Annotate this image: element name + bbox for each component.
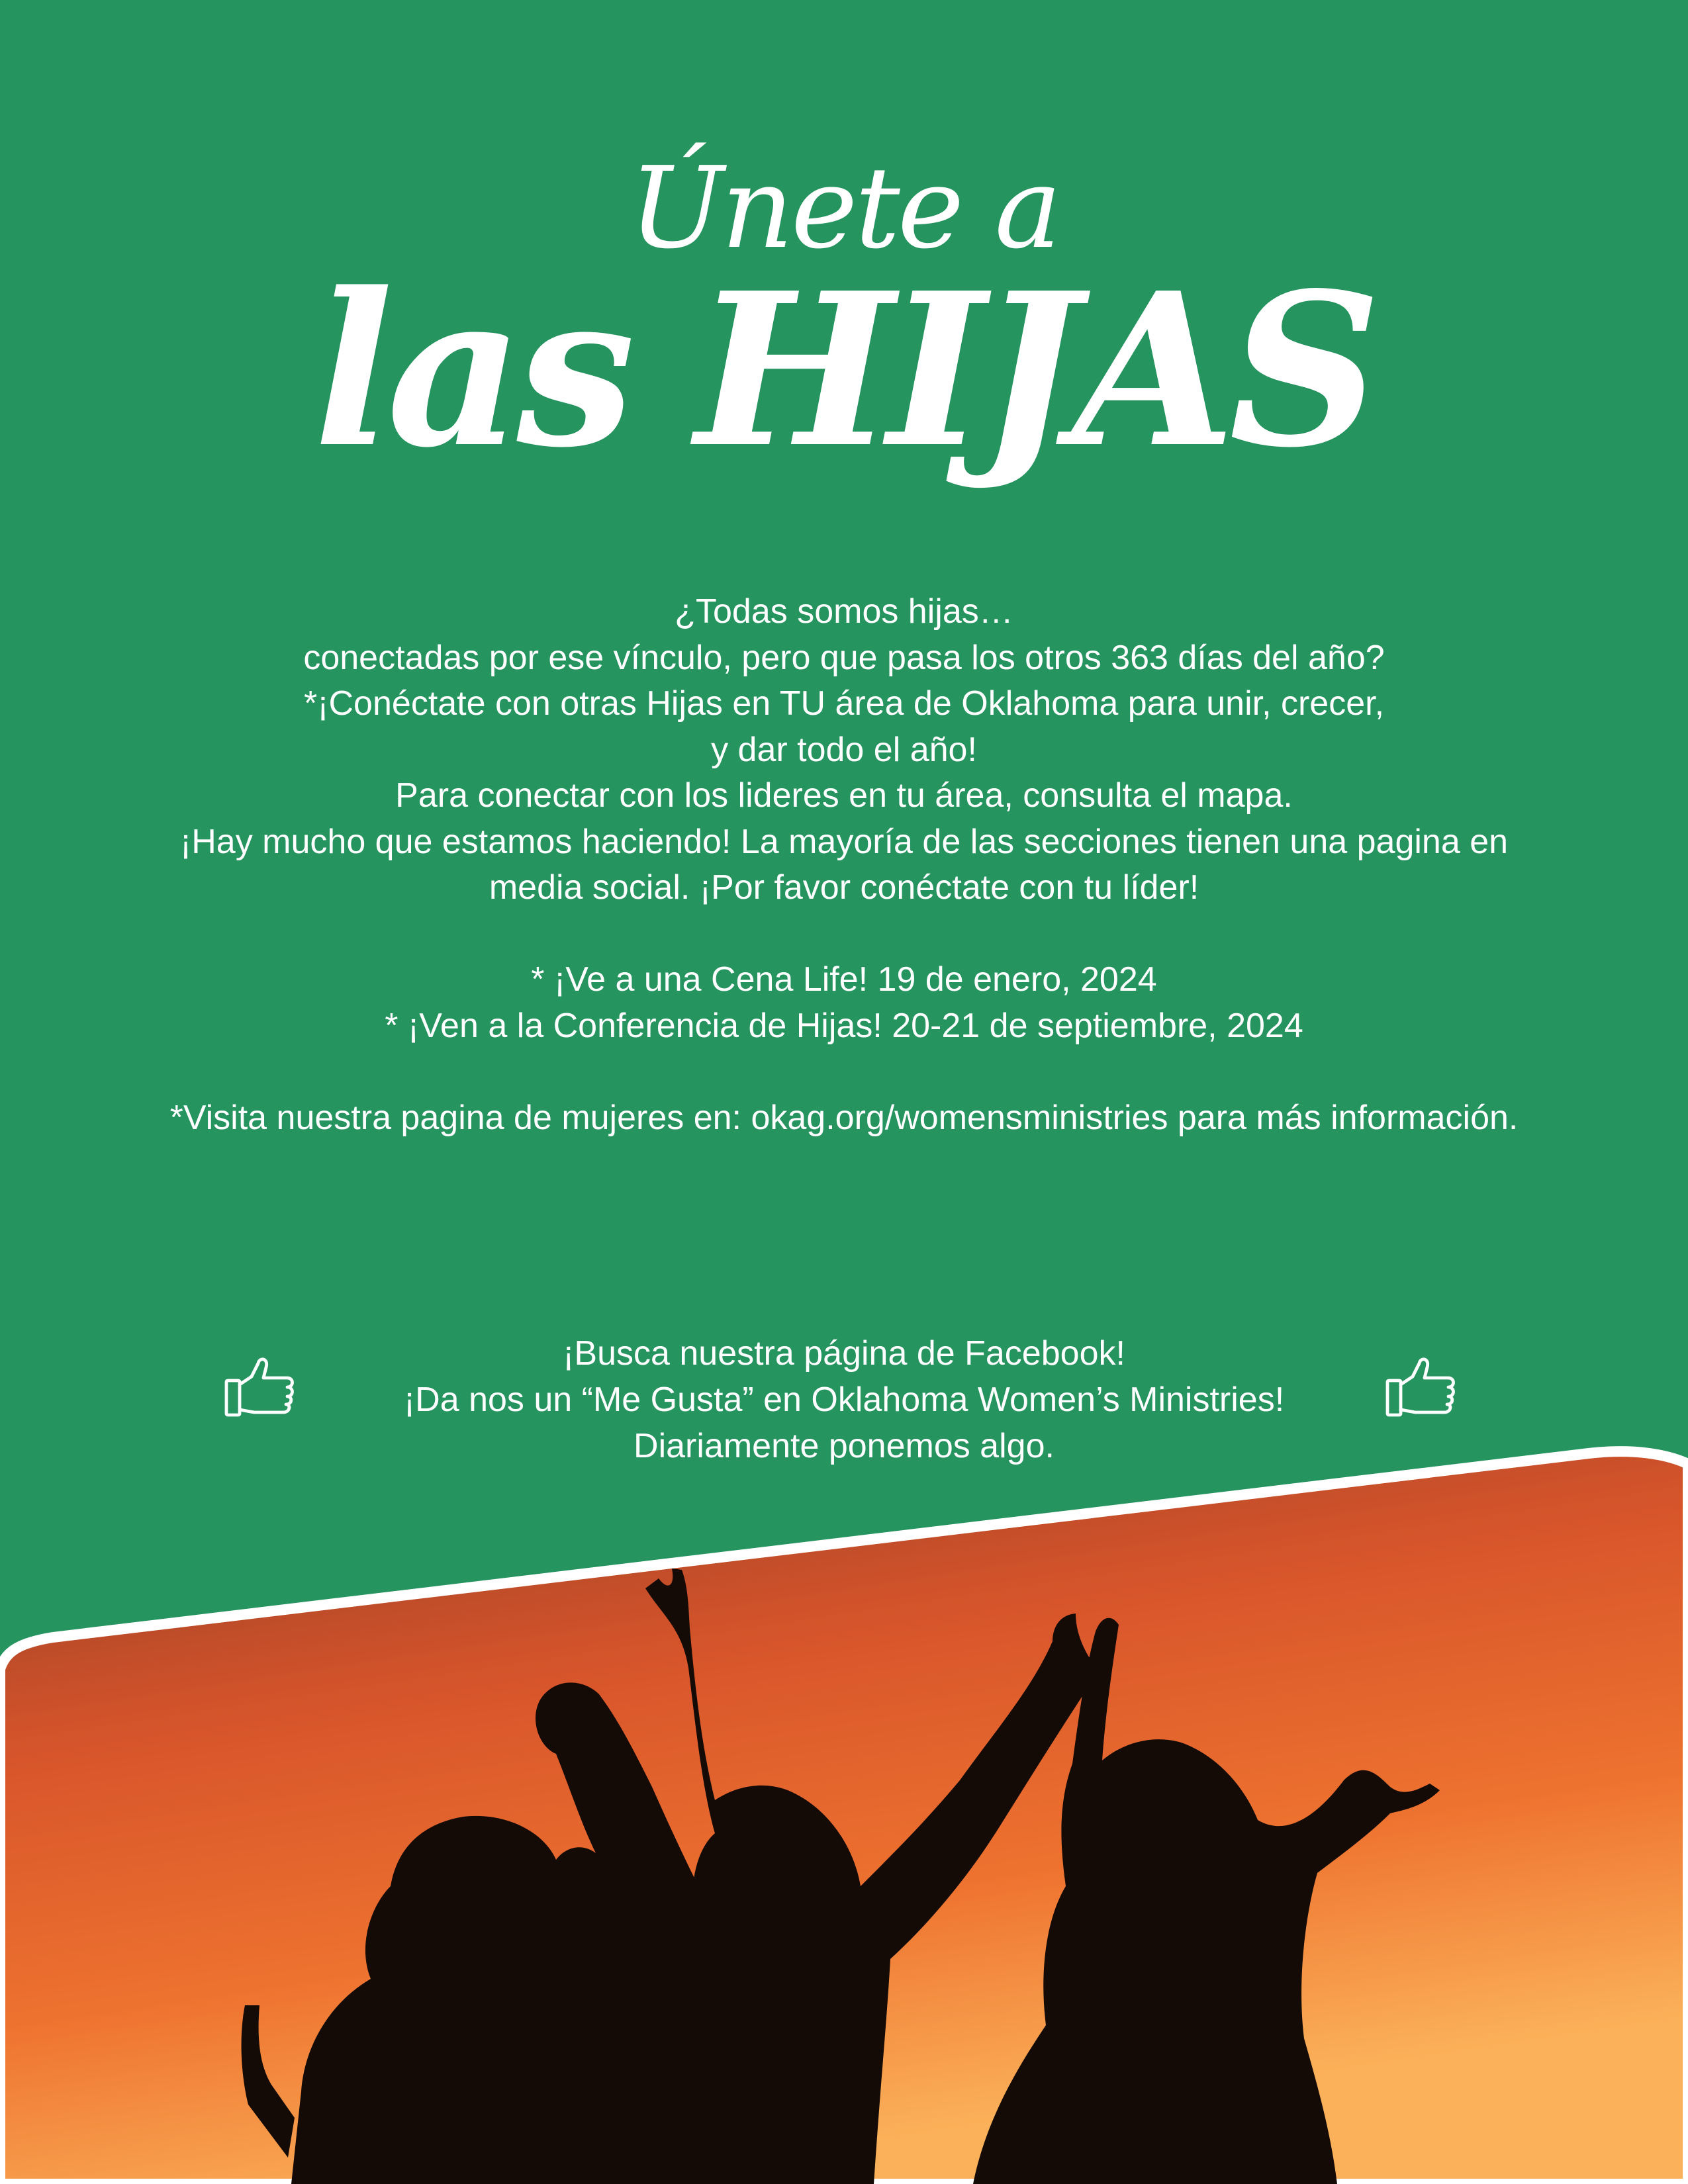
title-line-2: las HIJAS [313, 246, 1375, 494]
facebook-line: ¡Busca nuestra página de Facebook! [563, 1334, 1125, 1373]
facebook-line: ¡Da nos un “Me Gusta” en Oklahoma Women’s Ministries! [403, 1381, 1285, 1419]
body-line: y dar todo el año! [711, 730, 977, 769]
body-line: media social. ¡Por favor conéctate con tu líder! [489, 868, 1199, 907]
facebook-line: Diariamente ponemos algo. [633, 1427, 1055, 1465]
event-line: * ¡Ven a la Conferencia de Hijas! 20-21 de septiembre, 2024 [385, 1006, 1303, 1045]
title-line-1: Únete a [629, 143, 1059, 274]
visit-line: *Visita nuestra pagina de mujeres en: okag.org/womensministries para más información. [169, 1098, 1519, 1137]
body-line: ¿Todas somos hijas… [675, 592, 1013, 631]
body-line: Para conectar con los lideres en tu área, consulta el mapa. [395, 776, 1293, 815]
body-line: *¡Conéctate con otras Hijas en TU área de Oklahoma para unir, crecer, [303, 684, 1385, 723]
body-line: conectadas por ese vínculo, pero que pasa los otros 363 días del año? [303, 638, 1385, 677]
body-line: ¡Hay mucho que estamos haciendo! La mayoría de las secciones tienen una pagina en [179, 822, 1509, 861]
event-line: * ¡Ve a una Cena Life! 19 de enero, 2024 [531, 960, 1157, 999]
